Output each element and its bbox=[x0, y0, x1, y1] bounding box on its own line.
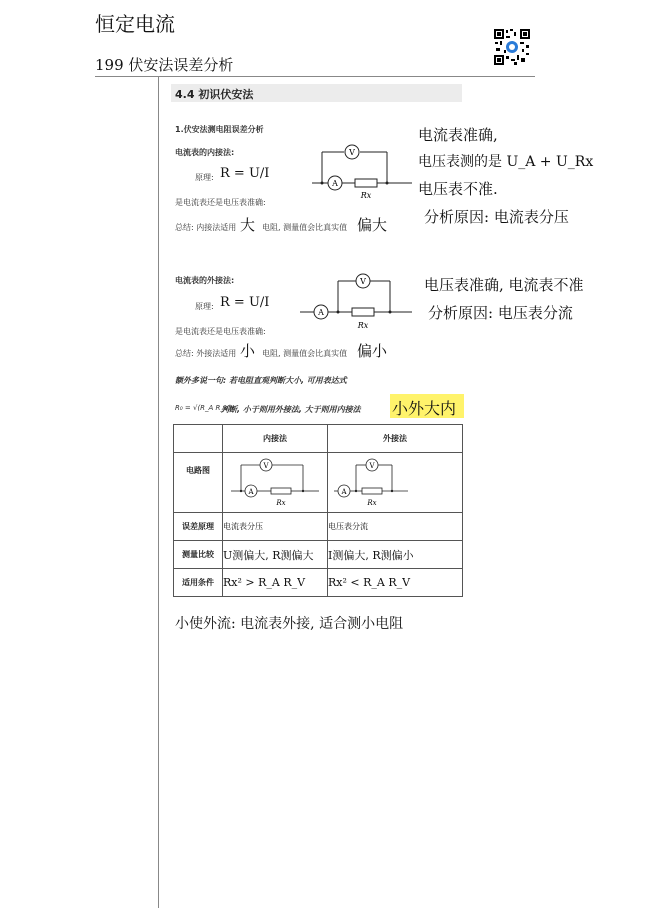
inner-note-2: 电压表测的是 U_A + U_Rx bbox=[418, 154, 594, 170]
bottom-note-hw: 小使外流: 电流表外接, 适合测小电阻 bbox=[175, 616, 404, 632]
table-inner-condition-hw: Rx² > R_A R_V bbox=[223, 569, 328, 597]
judge-text: 判断, 小于则用外接法, 大于则用内接法 bbox=[221, 405, 361, 414]
outer-formula-hw: R = U/I bbox=[220, 295, 270, 310]
table-outer-error-hw: 电压表分流 bbox=[328, 513, 463, 541]
table-cell-inner-circuit bbox=[223, 453, 328, 513]
table-label-error: 误差原理 bbox=[174, 513, 223, 541]
table-outer-resistor-label: Rx bbox=[367, 498, 377, 507]
margin-rule bbox=[158, 76, 159, 908]
inner-formula-hw: R = U/I bbox=[220, 166, 270, 181]
inner-principle-label: 原理: bbox=[195, 173, 214, 182]
table-outer-ammeter-label: A bbox=[341, 487, 347, 496]
inner-summary-middle: 电阻, 测量值会比真实值 bbox=[262, 223, 348, 232]
inner-title: 电流表的内接法: bbox=[175, 148, 235, 157]
table-label-compare: 测量比较 bbox=[174, 541, 223, 569]
outer-summary-end-hw: 偏小 bbox=[357, 342, 388, 360]
table-inner-compare-hw: U测偏大, R测偏大 bbox=[223, 541, 328, 569]
page-title-handwritten: 恒定电流 bbox=[95, 12, 175, 36]
inner-summary-end-hw: 偏大 bbox=[357, 216, 388, 234]
table-row bbox=[174, 569, 463, 597]
outer-summary-prefix: 总结: 外接法适用 bbox=[175, 349, 237, 358]
comparison-table bbox=[173, 424, 463, 597]
table-outer-compare-hw: I测偏大, R测偏小 bbox=[328, 541, 463, 569]
outer-circuit-diagram bbox=[300, 270, 412, 332]
inner-summary-fill-hw: 大 bbox=[240, 216, 256, 234]
inner-note-4: 分析原因: 电流表分压 bbox=[424, 208, 569, 226]
section-heading: 4.4 初识伏安法 bbox=[175, 88, 254, 101]
inner-voltmeter-label: V bbox=[349, 148, 355, 157]
outer-note-2: 分析原因: 电压表分流 bbox=[428, 304, 573, 322]
formula-expression: R₀ = √(R_A R_V) bbox=[175, 404, 232, 412]
inner-resistor-label: Rx bbox=[360, 191, 372, 200]
inner-note-1: 电流表准确, bbox=[418, 126, 498, 144]
outer-summary-fill-hw: 小 bbox=[240, 342, 256, 360]
table-outer-condition-hw: Rx² < R_A R_V bbox=[328, 569, 463, 597]
outer-voltmeter-label: V bbox=[360, 277, 366, 286]
outer-note-1: 电压表准确, 电流表不准 bbox=[424, 276, 584, 294]
outer-principle-label: 原理: bbox=[195, 302, 214, 311]
table-inner-circuit-diagram bbox=[223, 455, 327, 511]
table-inner-ammeter-label: A bbox=[248, 487, 254, 496]
extra-tip: 额外多说一句: 若电阻直观判断大小, 可用表达式 bbox=[175, 376, 347, 385]
outer-resistor-label: Rx bbox=[357, 321, 369, 330]
outer-question: 是电流表还是电压表准确: bbox=[175, 327, 266, 336]
outer-ammeter-label: A bbox=[318, 308, 324, 317]
page-subtitle-handwritten: 199 伏安法误差分析 bbox=[95, 56, 234, 74]
table-cell-outer-circuit bbox=[328, 453, 463, 513]
highlight-text-hw: 小外大内 bbox=[392, 399, 457, 418]
table-outer-voltmeter-label: V bbox=[369, 461, 375, 470]
inner-summary-prefix: 总结: 内接法适用 bbox=[175, 223, 237, 232]
table-outer-circuit-diagram bbox=[328, 455, 462, 511]
table-corner-cell bbox=[174, 425, 223, 453]
table-inner-resistor-label: Rx bbox=[276, 498, 286, 507]
qr-code-icon bbox=[493, 28, 531, 66]
table-row bbox=[174, 453, 463, 513]
header-rule bbox=[95, 76, 535, 77]
outer-summary-middle: 电阻, 测量值会比真实值 bbox=[262, 349, 348, 358]
inner-question: 是电流表还是电压表准确: bbox=[175, 198, 266, 207]
table-header-inner: 内接法 bbox=[223, 425, 328, 453]
inner-ammeter-label: A bbox=[332, 179, 338, 188]
inner-circuit-diagram bbox=[312, 140, 412, 202]
table-row bbox=[174, 513, 463, 541]
table-label-condition: 适用条件 bbox=[174, 569, 223, 597]
outer-title: 电流表的外接法: bbox=[175, 276, 235, 285]
inner-note-3: 电压表不准. bbox=[418, 180, 498, 198]
table-header-row bbox=[174, 425, 463, 453]
table-inner-error-hw: 电流表分压 bbox=[223, 513, 328, 541]
table-label-circuit: 电路图 bbox=[174, 453, 223, 513]
table-inner-voltmeter-label: V bbox=[263, 461, 269, 470]
q1-title: 1.伏安法测电阻误差分析 bbox=[175, 125, 264, 134]
table-header-outer: 外接法 bbox=[328, 425, 463, 453]
table-row bbox=[174, 541, 463, 569]
